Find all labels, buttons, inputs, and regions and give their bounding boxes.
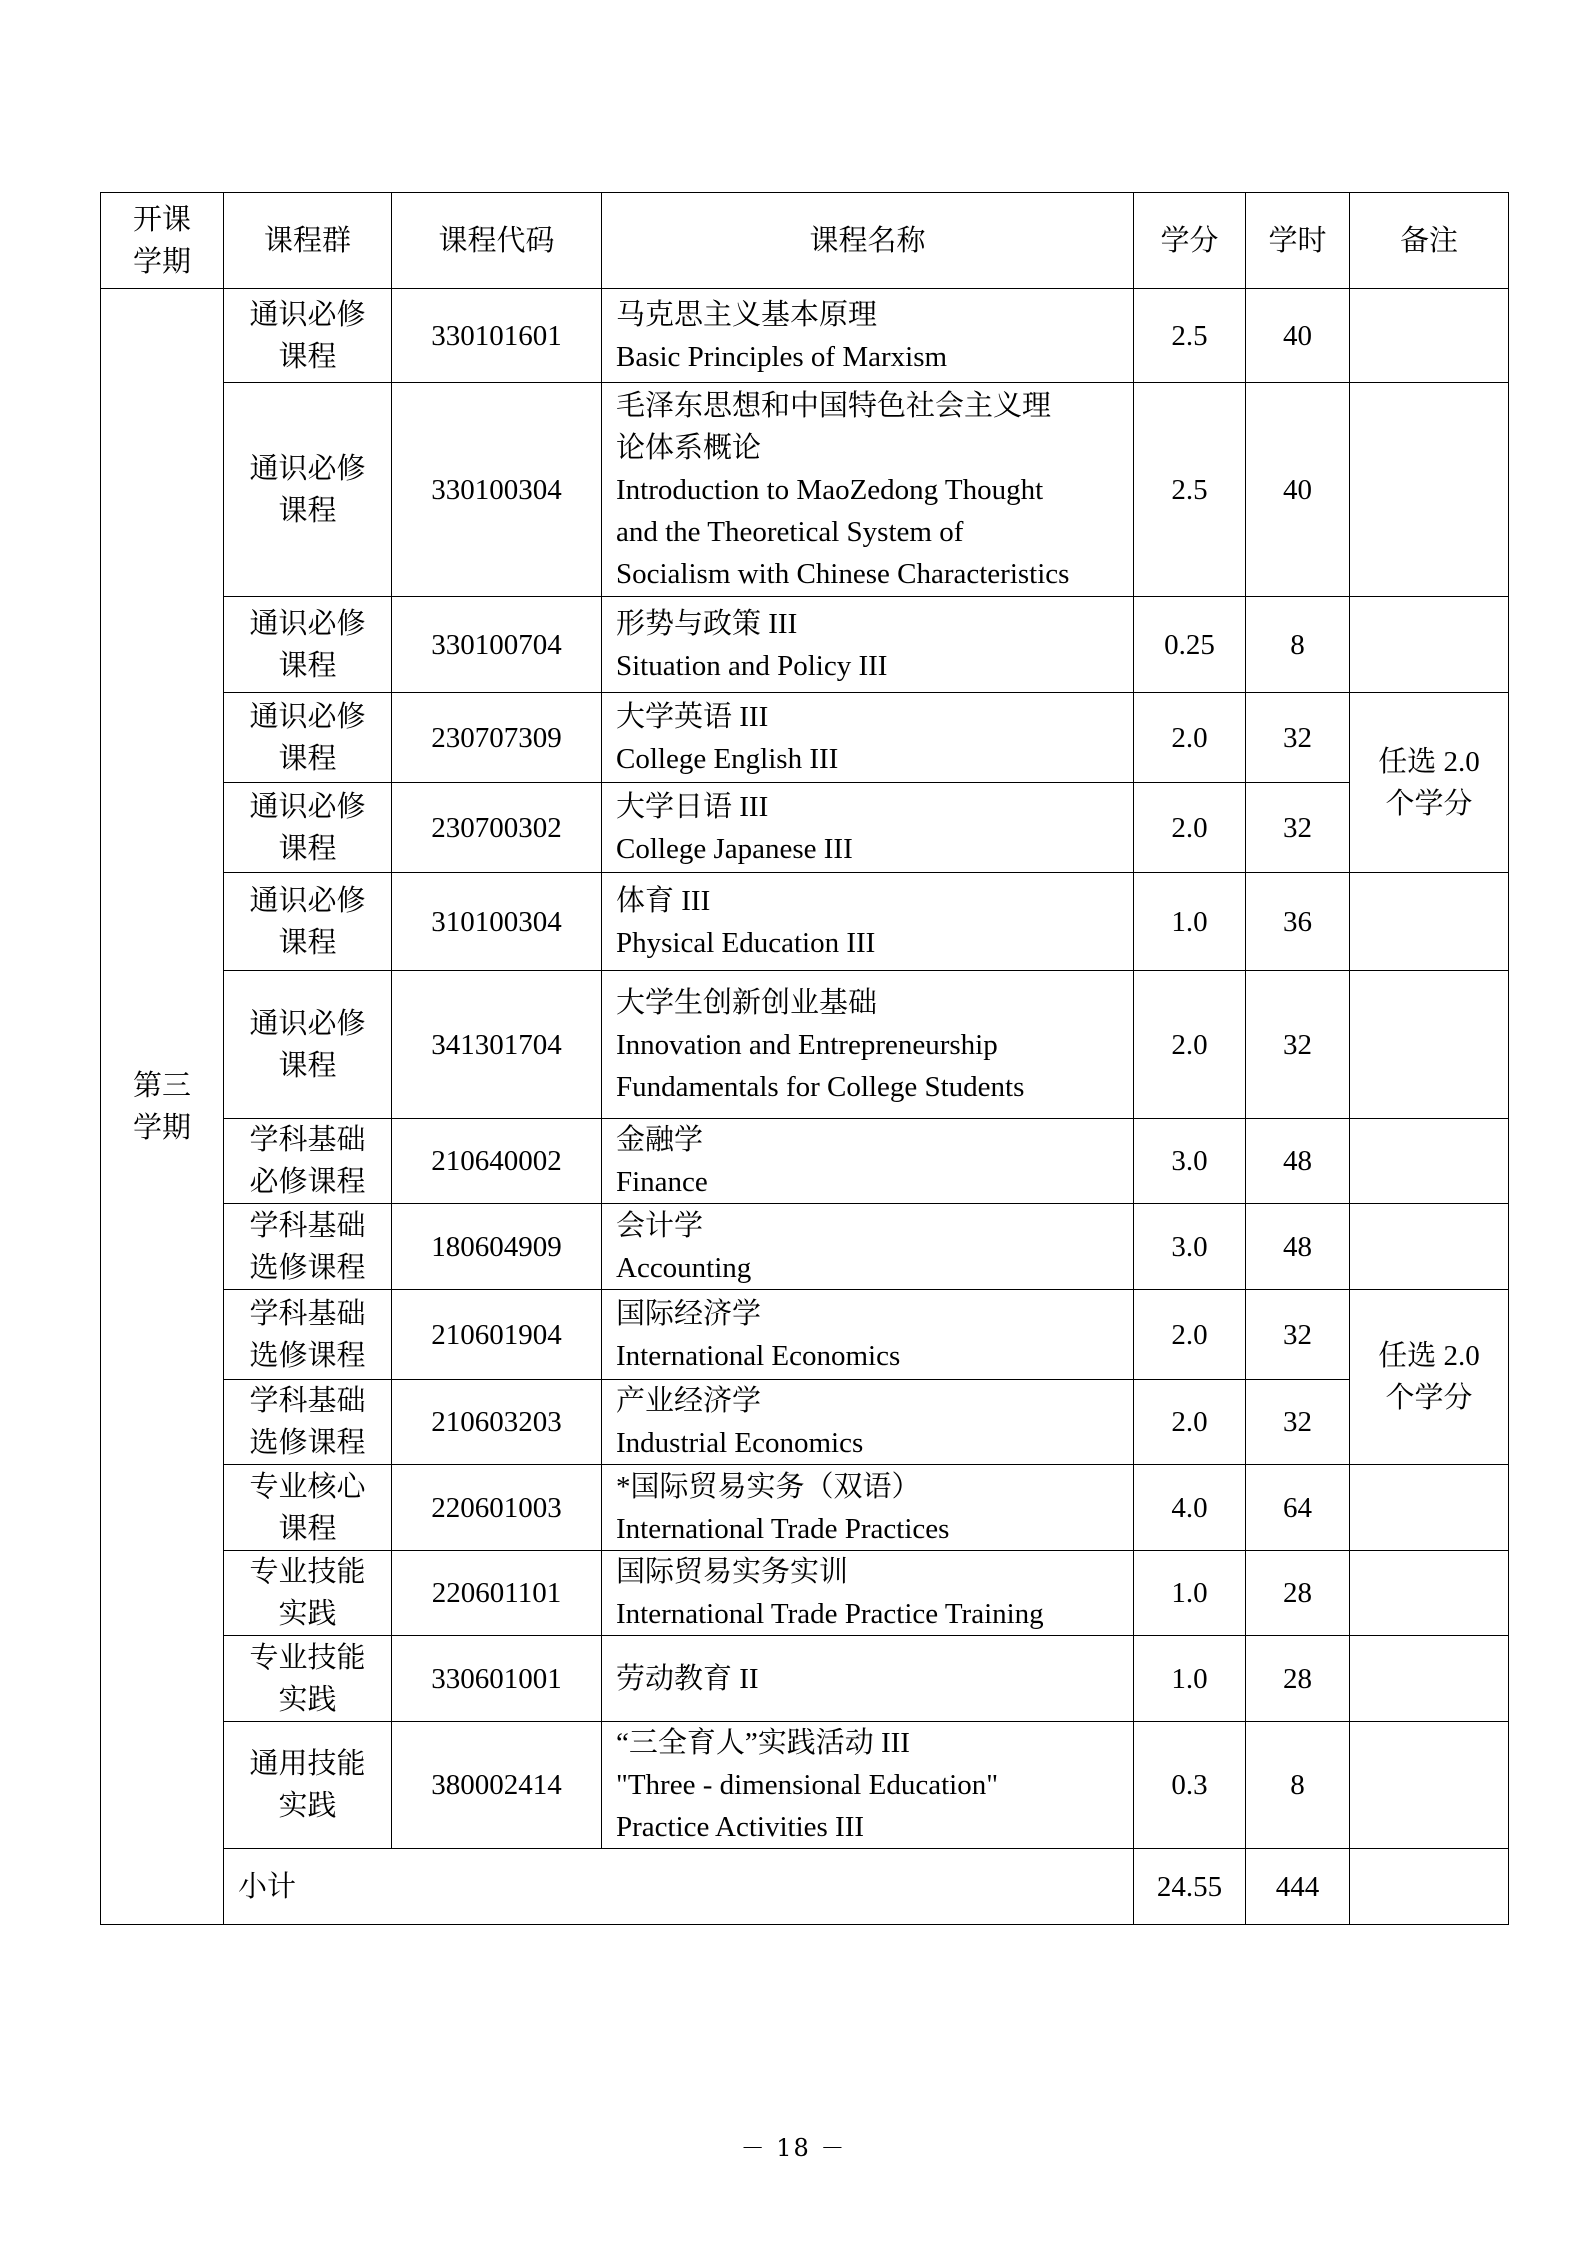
course-code: 210640002 xyxy=(392,1119,602,1204)
course-code: 330601001 xyxy=(392,1636,602,1722)
subtotal-remark xyxy=(1350,1849,1509,1925)
course-credit: 0.3 xyxy=(1134,1722,1246,1849)
course-hours: 28 xyxy=(1246,1636,1350,1722)
table-row xyxy=(101,971,1509,1119)
table-row xyxy=(101,693,1509,783)
course-group: 通识必修 课程 xyxy=(224,383,392,597)
course-group: 通用技能 实践 xyxy=(224,1722,392,1849)
course-code: 230707309 xyxy=(392,693,602,783)
course-credit: 2.0 xyxy=(1134,693,1246,783)
course-table xyxy=(100,192,1509,1925)
course-code: 220601101 xyxy=(392,1551,602,1636)
course-group: 通识必修 课程 xyxy=(224,971,392,1119)
course-credit: 2.5 xyxy=(1134,383,1246,597)
course-credit: 3.0 xyxy=(1134,1204,1246,1290)
course-group: 学科基础 必修课程 xyxy=(224,1119,392,1204)
table-row xyxy=(101,1290,1509,1380)
table-row xyxy=(101,1722,1509,1849)
course-credit: 2.0 xyxy=(1134,1380,1246,1465)
course-code: 220601003 xyxy=(392,1465,602,1551)
course-credit: 2.0 xyxy=(1134,783,1246,873)
course-group: 通识必修 课程 xyxy=(224,783,392,873)
table-row xyxy=(101,597,1509,693)
table-row xyxy=(101,289,1509,383)
course-hours: 64 xyxy=(1246,1465,1350,1551)
course-remark xyxy=(1350,1636,1509,1722)
course-code: 230700302 xyxy=(392,783,602,873)
course-group: 通识必修 课程 xyxy=(224,693,392,783)
course-name: *国际贸易实务（双语） International Trade Practices xyxy=(602,1465,1134,1551)
subtotal-credit: 24.55 xyxy=(1134,1849,1246,1925)
course-name: 体育 III Physical Education III xyxy=(602,873,1134,971)
course-group: 专业技能 实践 xyxy=(224,1551,392,1636)
course-hours: 40 xyxy=(1246,289,1350,383)
course-remark xyxy=(1350,1204,1509,1290)
course-hours: 48 xyxy=(1246,1119,1350,1204)
course-credit: 2.0 xyxy=(1134,1290,1246,1380)
course-name: 国际贸易实务实训 International Trade Practice Training xyxy=(602,1551,1134,1636)
course-credit: 2.0 xyxy=(1134,971,1246,1119)
header-remark: 备注 xyxy=(1350,193,1509,289)
course-remark: 任选 2.0 个学分 xyxy=(1350,693,1509,873)
course-hours: 32 xyxy=(1246,693,1350,783)
course-code: 310100304 xyxy=(392,873,602,971)
course-code: 380002414 xyxy=(392,1722,602,1849)
header-row xyxy=(101,193,1509,289)
subtotal-hours: 444 xyxy=(1246,1849,1350,1925)
course-code: 341301704 xyxy=(392,971,602,1119)
course-name: 大学英语 III College English III xyxy=(602,693,1134,783)
course-hours: 48 xyxy=(1246,1204,1350,1290)
header-hours: 学时 xyxy=(1246,193,1350,289)
course-code: 210603203 xyxy=(392,1380,602,1465)
table-row xyxy=(101,1204,1509,1290)
table-row xyxy=(101,1636,1509,1722)
header-name: 课程名称 xyxy=(602,193,1134,289)
course-hours: 32 xyxy=(1246,971,1350,1119)
course-name: 形势与政策 III Situation and Policy III xyxy=(602,597,1134,693)
course-hours: 8 xyxy=(1246,597,1350,693)
course-name: 劳动教育 II xyxy=(602,1636,1134,1722)
course-hours: 32 xyxy=(1246,783,1350,873)
table-row xyxy=(101,1551,1509,1636)
course-name: 产业经济学 Industrial Economics xyxy=(602,1380,1134,1465)
course-credit: 1.0 xyxy=(1134,873,1246,971)
header-term: 开课 学期 xyxy=(101,193,224,289)
course-group: 学科基础 选修课程 xyxy=(224,1380,392,1465)
table-row xyxy=(101,383,1509,597)
course-credit: 4.0 xyxy=(1134,1465,1246,1551)
course-name: 金融学 Finance xyxy=(602,1119,1134,1204)
course-remark xyxy=(1350,383,1509,597)
course-name: 会计学 Accounting xyxy=(602,1204,1134,1290)
course-hours: 36 xyxy=(1246,873,1350,971)
course-credit: 0.25 xyxy=(1134,597,1246,693)
table-row xyxy=(101,783,1509,873)
course-group: 专业核心 课程 xyxy=(224,1465,392,1551)
course-hours: 28 xyxy=(1246,1551,1350,1636)
course-remark: 任选 2.0 个学分 xyxy=(1350,1290,1509,1465)
course-remark xyxy=(1350,597,1509,693)
course-remark xyxy=(1350,971,1509,1119)
table-row xyxy=(101,1465,1509,1551)
course-name: 毛泽东思想和中国特色社会主义理 论体系概论 Introduction to MaoZedong Thought and the Theoretical System of Socialism with Chinese Characteristics xyxy=(602,383,1134,597)
course-hours: 32 xyxy=(1246,1290,1350,1380)
subtotal-label: 小计 xyxy=(224,1849,1134,1925)
course-group: 通识必修 课程 xyxy=(224,289,392,383)
course-remark xyxy=(1350,1722,1509,1849)
table-row xyxy=(101,1380,1509,1465)
page-number: － 18 － xyxy=(740,2134,847,2162)
term-cell: 第三 学期 xyxy=(101,289,224,1925)
course-group: 通识必修 课程 xyxy=(224,597,392,693)
course-credit: 1.0 xyxy=(1134,1551,1246,1636)
course-code: 330100704 xyxy=(392,597,602,693)
course-remark xyxy=(1350,1465,1509,1551)
course-credit: 3.0 xyxy=(1134,1119,1246,1204)
course-group: 学科基础 选修课程 xyxy=(224,1204,392,1290)
course-code: 180604909 xyxy=(392,1204,602,1290)
course-credit: 2.5 xyxy=(1134,289,1246,383)
course-remark xyxy=(1350,1551,1509,1636)
course-credit: 1.0 xyxy=(1134,1636,1246,1722)
course-hours: 32 xyxy=(1246,1380,1350,1465)
course-code: 210601904 xyxy=(392,1290,602,1380)
header-credit: 学分 xyxy=(1134,193,1246,289)
table-row xyxy=(101,1119,1509,1204)
course-hours: 8 xyxy=(1246,1722,1350,1849)
table-row xyxy=(101,873,1509,971)
course-name: 马克思主义基本原理 Basic Principles of Marxism xyxy=(602,289,1134,383)
course-name: “三全育人”实践活动 III "Three - dimensional Education" Practice Activities III xyxy=(602,1722,1134,1849)
course-hours: 40 xyxy=(1246,383,1350,597)
course-remark xyxy=(1350,289,1509,383)
subtotal-row xyxy=(101,1849,1509,1925)
course-group: 通识必修 课程 xyxy=(224,873,392,971)
header-group: 课程群 xyxy=(224,193,392,289)
course-name: 国际经济学 International Economics xyxy=(602,1290,1134,1380)
header-code: 课程代码 xyxy=(392,193,602,289)
course-code: 330101601 xyxy=(392,289,602,383)
course-name: 大学日语 III College Japanese III xyxy=(602,783,1134,873)
course-code: 330100304 xyxy=(392,383,602,597)
course-remark xyxy=(1350,1119,1509,1204)
course-name: 大学生创新创业基础 Innovation and Entrepreneurship Fundamentals for College Students xyxy=(602,971,1134,1119)
course-remark xyxy=(1350,873,1509,971)
course-group: 学科基础 选修课程 xyxy=(224,1290,392,1380)
course-group: 专业技能 实践 xyxy=(224,1636,392,1722)
